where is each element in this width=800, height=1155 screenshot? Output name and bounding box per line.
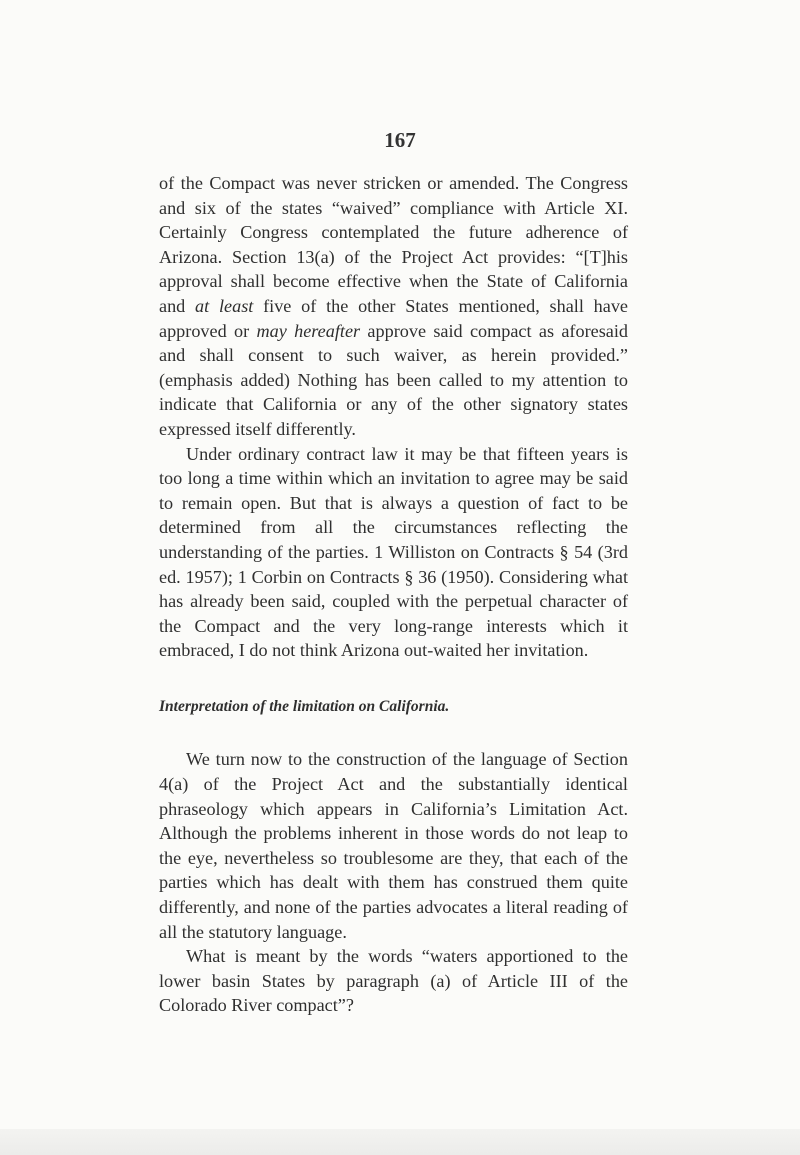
paragraph-text: five of the other States mentioned, shall have approved or: [159, 295, 629, 341]
emphasis-at-least: at least: [195, 295, 254, 316]
page-number: 167: [384, 128, 416, 152]
paragraph-question: What is meant by the words “waters apportioned to the lower basin States by paragraph (a) of Article III of the Colorado River compact”?: [159, 946, 628, 1016]
paragraph-text: approve said compact as aforesaid and shall consent to such waiver, as herein provided.” (emphasis added) Nothing has been called to my attention to indicate that California or any of the other signatory states expressed itself differently.: [159, 320, 629, 439]
paragraph-continuation: [159, 171, 628, 442]
body-text: [159, 171, 628, 1018]
paragraph-contract-law: Under ordinary contract law it may be that fifteen years is too long a time within which an invitation to agree may be said to remain open. But that is always a question of fact to be determined from all the circumstances reflecting the understanding of the parties. 1 Williston on Contracts § 54 (3rd ed. 1957); 1 Corbin on Contracts § 36 (1950). Considering what has already been said, coupled with the perpetual character of the Compact and the very long-range interests which it embraced, I do not think Arizona out-waited her invitation.: [159, 443, 628, 661]
page-bottom-edge: [0, 1129, 800, 1155]
section-heading: Interpretation of the limitation on California.: [159, 697, 450, 715]
paragraph-text: of the Compact was never stricken or amended. The Congress and six of the states “waived” compliance with Article XI. Certainly Congress contemplated the future adherence of Arizona. Section 13(a) of the Project Act provides: “[T]his approval shall become effective when the State of California and: [159, 173, 628, 316]
paragraph-construction: We turn now to the construction of the language of Section 4(a) of the Project Act and the substantially identical phraseology which appears in California’s Limitation Act. Although the problems inherent in those words do not leap to the eye, nevertheless so troublesome are they, that each of the parties which has dealt with them has construed them quite differently, and none of the parties advocates a literal reading of all the statutory language.: [159, 749, 628, 942]
emphasis-may-hereafter: may hereafter: [256, 320, 361, 341]
